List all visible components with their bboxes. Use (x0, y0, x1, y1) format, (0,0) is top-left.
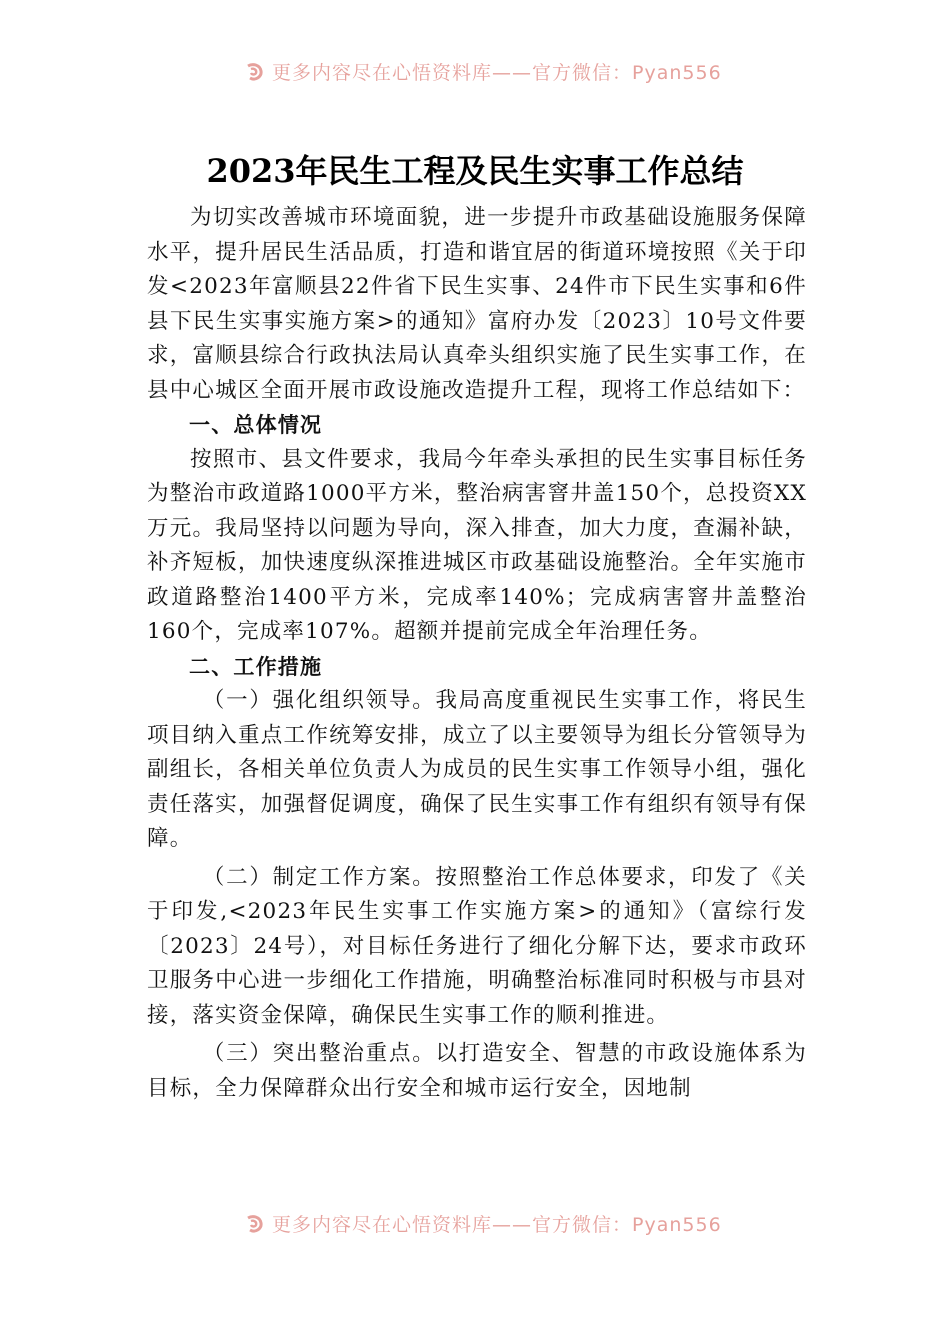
brand-logo-icon (244, 1214, 266, 1235)
brand-logo-icon (244, 62, 266, 83)
measure-item-1: （一）强化组织领导。我局高度重视民生实事工作，将民生项目纳入重点工作统筹安排，成立了以主要领导为组长分管领导为副组长，各相关单位负责人为成员的民生实事工作领导小组，强化责任落实，加强督促调度，确保了民生实事工作有组织有领导有保障。 (147, 688, 807, 851)
watermark-banner-top (0, 62, 950, 88)
overview-paragraph: 按照市、县文件要求，我局今年牵头承担的民生实事目标任务为整治市政道路1000平方米，整治病害窨井盖150个，总投资XX万元。我局坚持以问题为导向，深入排查，加大力度，查漏补缺，补齐短板，加快速度纵深推进城区市政基础设施整治。全年实施市政道路整治1400平方米，完成率140%；完成病害窨井盖整治160个，完成率107%。超额并提前完成全年治理任务。 (147, 446, 807, 644)
document-body (147, 201, 807, 1106)
measure-item-2: （二）制定工作方案。按照整治工作总体要求，印发了《关于印发,<2023年民生实事工作实施方案>的通知》（富综行发〔2023〕24号），对目标任务进行了细化分解下达，要求市政环卫服务中心进一步细化工作措施，明确整治标准同时积极与市县对接，落实资金保障，确保民生实事工作的顺利推进。 (147, 864, 807, 1028)
watermark-banner-bottom (0, 1214, 950, 1240)
watermark-text: 更多内容尽在心悟资料库——官方微信：Pyan556 (272, 62, 722, 84)
measure-item-3: （三）突出整治重点。以打造安全、智慧的市政设施体系为目标，全力保障群众出行安全和城市运行安全，因地制 (147, 1041, 807, 1101)
page-title: 2023年民生工程及民生实事工作总结 (206, 152, 744, 190)
section-heading-measures: 二、工作措施 (189, 654, 323, 679)
section-heading-overview: 一、总体情况 (189, 413, 323, 437)
intro-paragraph: 为切实改善城市环境面貌，进一步提升市政基础设施服务保障水平，提升居民生活品质，打造和谐宜居的街道环境按照《关于印发<2023年富顺县22件省下民生实事、24件市下民生实事和6件县下民生实事实施方案>的通知》富府办发〔2023〕10号文件要求，富顺县综合行政执法局认真牵头组织实施了民生实事工作，在县中心城区全面开展市政设施改造提升工程，现将工作总结如下： (147, 205, 807, 403)
watermark-text: 更多内容尽在心悟资料库——官方微信：Pyan556 (272, 1214, 722, 1236)
